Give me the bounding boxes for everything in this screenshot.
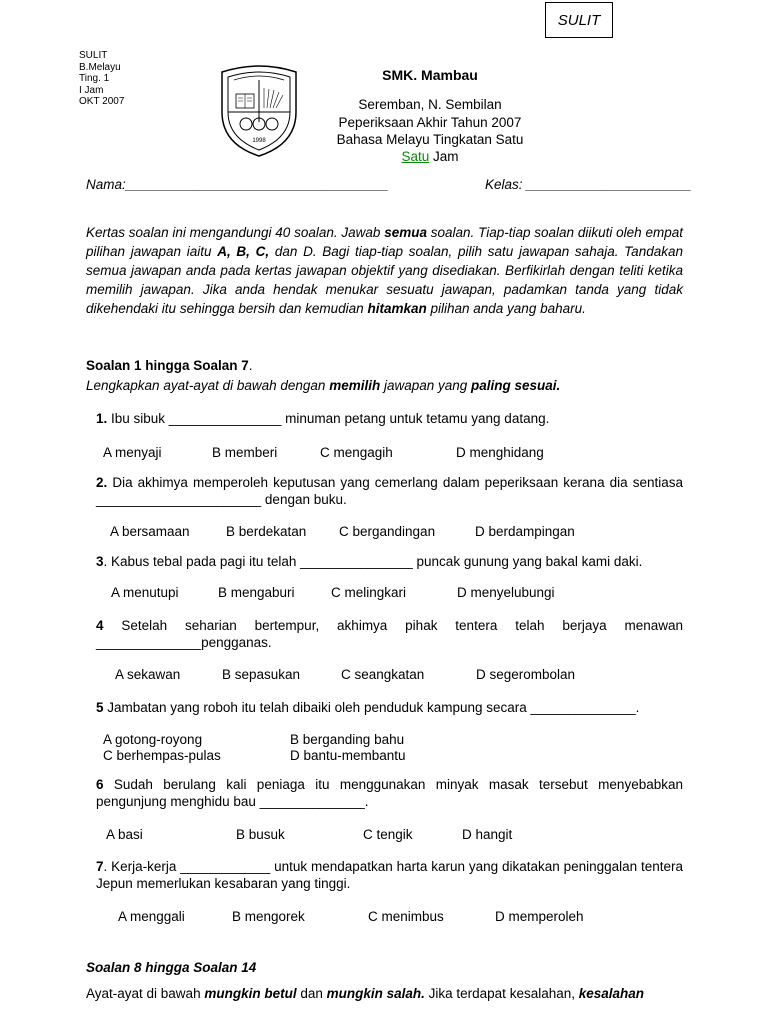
q3-option-b[interactable]: B mengaburi — [218, 585, 295, 600]
question-5 — [96, 700, 683, 717]
section1-sub-a: Lengkapkan ayat-ayat di bawah dengan — [86, 378, 330, 393]
section1-title — [86, 358, 253, 373]
q5-option-b[interactable]: B berganding bahu — [290, 732, 405, 747]
section1-period: . — [248, 358, 253, 373]
question-1 — [96, 411, 683, 428]
exam-duration — [320, 149, 540, 164]
q5-option-a[interactable]: A gotong-royong — [103, 732, 203, 747]
q7-option-d[interactable]: D memperoleh — [495, 909, 584, 924]
section1-sub-c: jawapan yang — [380, 378, 472, 393]
s2-text-a: Ayat-ayat di bawah — [86, 986, 205, 1001]
s2-bold-b: mungkin betul — [204, 986, 297, 1001]
q7-option-b[interactable]: B mengorek — [232, 909, 305, 924]
q2-option-a[interactable]: A bersamaan — [110, 524, 190, 539]
crest-year: 1998 — [252, 138, 266, 144]
question-text: Dia akhimya memperoleh keputusan yang cemerlang dalam peperiksaan kerana dia sentiasa ______________________ dengan buku. — [96, 475, 683, 507]
question-text: Setelah seharian bertempur, akhimya pihak tentera telah berjaya menawan ______________pengganas. — [96, 618, 683, 650]
q4-option-b[interactable]: B sepasukan — [222, 667, 301, 682]
s2-bold-f: kesalahan — [578, 986, 645, 1001]
sulit-box — [545, 2, 613, 38]
question-3 — [96, 554, 683, 571]
meta-date: OKT 2007 — [79, 96, 125, 107]
instr-bold-3: hitamkan — [367, 301, 427, 316]
instr-bold-1: semua — [384, 225, 427, 240]
q3-option-c[interactable]: C melingkari — [331, 585, 407, 600]
q6-option-a[interactable]: A basi — [106, 827, 143, 842]
s2-text-c: dan — [296, 986, 327, 1001]
school-place: Seremban, N. Sembilan — [358, 97, 502, 112]
question-6 — [96, 777, 683, 810]
document-meta — [79, 50, 124, 108]
question-number: 3 — [96, 554, 104, 569]
exam-title: Peperiksaan Akhir Tahun 2007 — [338, 115, 522, 130]
instr-text-4: pilihan anda yang baharu. — [426, 301, 586, 316]
question-text: Jambatan yang roboh itu telah dibaiki oleh penduduk kampung secara ______________. — [103, 700, 640, 715]
duration-unit: Jam — [429, 149, 459, 164]
instr-text-1: Kertas soalan ini mengandungi 40 soalan. Jawab — [86, 225, 385, 240]
q7-option-a[interactable]: A menggali — [118, 909, 185, 924]
instr-bold-2: A, B, C, — [217, 244, 270, 259]
instructions — [86, 223, 683, 318]
q6-option-b[interactable]: B busuk — [236, 827, 285, 842]
meta-sulit: SULIT — [79, 50, 108, 61]
q5-option-c[interactable]: C berhempas-pulas — [103, 748, 221, 763]
name-field[interactable]: Nama:___________________________________ — [86, 177, 389, 192]
question-number: 5 — [96, 700, 104, 715]
q7-option-c[interactable]: C menimbus — [368, 909, 444, 924]
question-number: 7 — [96, 859, 104, 874]
meta-form: Ting. 1 — [79, 73, 110, 84]
question-number: 4 — [96, 618, 104, 633]
section2-title: Soalan 8 hingga Soalan 14 — [86, 960, 257, 975]
question-number: 1. — [96, 411, 108, 426]
q6-option-d[interactable]: D hangit — [462, 827, 513, 842]
q4-option-d[interactable]: D segerombolan — [476, 667, 576, 682]
q4-option-a[interactable]: A sekawan — [115, 667, 181, 682]
q5-option-d[interactable]: D bantu-membantu — [290, 748, 406, 763]
q1-option-b[interactable]: B memberi — [212, 445, 278, 460]
q4-option-c[interactable]: C seangkatan — [341, 667, 425, 682]
school-name: SMK. Mambau — [382, 67, 478, 83]
sulit-label: SULIT — [557, 11, 601, 29]
kelas-field[interactable]: Kelas: ______________________ — [485, 177, 692, 192]
section1-sub-b: memilih — [329, 378, 381, 393]
meta-duration: I Jam — [79, 84, 104, 96]
q3-option-a[interactable]: A menutupi — [111, 585, 179, 600]
school-crest-icon — [216, 62, 302, 158]
q1-option-c[interactable]: C mengagih — [320, 445, 393, 460]
section1-sub-d: paling sesuai. — [471, 378, 561, 393]
section1-instructions — [86, 378, 560, 393]
s2-bold-d: mungkin salah. — [326, 986, 425, 1001]
question-7 — [96, 859, 683, 892]
meta-subject: B.Melayu — [79, 61, 121, 73]
instr-text-2: soalan. Tiap-tiap soalan diikuti oleh empat pilihan jawapan iaitu — [86, 225, 683, 259]
exam-subject: Bahasa Melayu Tingkatan Satu — [336, 132, 524, 147]
question-text: . Kerja-kerja ____________ untuk mendapatkan harta karun yang dikatakan peninggalan tentera Jepun memerlukan kesabaran yang tinggi. — [96, 859, 683, 891]
question-text: Sudah berulang kali peniaga itu menggunakan minyak masak tersebut menyebabkan pengunjung menghidu bau ______________. — [96, 777, 683, 809]
section1-heading: Soalan 1 hingga Soalan 7 — [86, 358, 249, 373]
question-2 — [96, 475, 683, 508]
q1-option-d[interactable]: D menghidang — [456, 445, 544, 460]
question-number: 6 — [96, 777, 104, 792]
q1-option-a[interactable]: A menyaji — [103, 445, 162, 460]
q2-option-d[interactable]: D berdampingan — [475, 524, 575, 539]
section2-instructions — [86, 986, 683, 1001]
question-number: 2. — [96, 475, 108, 490]
duration-highlight: Satu — [401, 149, 430, 164]
q3-option-d[interactable]: D menyelubungi — [457, 585, 555, 600]
q6-option-c[interactable]: C tengik — [363, 827, 413, 842]
q2-option-c[interactable]: C bergandingan — [339, 524, 436, 539]
question-text: . Kabus tebal pada pagi itu telah _______________ puncak gunung yang bakal kami daki. — [103, 554, 643, 569]
s2-text-e: Jika terdapat kesalahan, — [424, 986, 579, 1001]
question-text: Ibu sibuk _______________ minuman petang untuk tetamu yang datang. — [107, 411, 550, 426]
instr-text-3: dan D. Bagi tiap-tiap soalan, pilih satu jawapan sahaja. Tandakan semua jawapan anda pada kertas jawapan objektif yang disediakan. Berfikirlah dengan teliti ketika memilih jawapan. Jika anda hendak menukar sesuatu jawapan, padamkan tanda yang tidak dikehendaki itu sehingga bersih dan kemudian — [86, 244, 683, 316]
question-4 — [96, 618, 683, 651]
q2-option-b[interactable]: B berdekatan — [226, 524, 307, 539]
